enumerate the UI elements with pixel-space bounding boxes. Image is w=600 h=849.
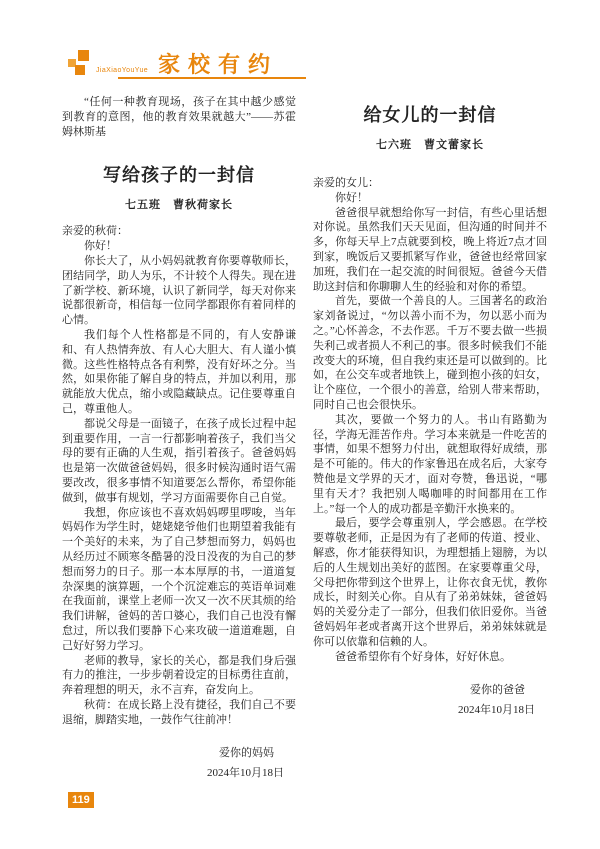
- salutation: 亲爱的女儿：: [313, 177, 379, 189]
- logo-square-icon: [75, 65, 85, 75]
- logo-squares-icon: [66, 50, 92, 78]
- paragraph: 秋荷：在成长路上没有捷径，我们自己不要退缩，脚踏实地，一鼓作气往前冲！: [62, 698, 296, 726]
- paragraph: 首先，要做一个善良的人。三国著名的政治家刘备说过，“勿以善小而不为，勿以恶小而为之。”心怀善念，不去作恶。千万不要去做一些损失利己或者损人不利己的事。很多时候我们不能改变大的环境，但自我约束还是可以做到的。比如，在公交车或者地铁上，碰到抱小孩的妇女，让个座位，一个很小的善意，给别人带来帮助，同时自己也会很快乐。: [313, 295, 547, 411]
- column-latin-name: JiaXiaoYouYue: [96, 67, 149, 74]
- salutation: 亲爱的秋荷：: [62, 225, 128, 238]
- left-letter-title: 写给孩子的一封信: [103, 165, 255, 186]
- right-letter-column: [313, 95, 547, 789]
- content-columns: [62, 95, 547, 789]
- right-letter-byline: 七六班 曹文蕾家长: [376, 139, 484, 151]
- page-number-badge: 119: [68, 792, 94, 808]
- header-rule-divider: [118, 77, 306, 79]
- right-signature-block: [313, 680, 547, 720]
- signature-date: 2024年10月18日: [207, 767, 284, 780]
- paragraph: 都说父母是一面镜子，在孩子成长过程中起到重要作用，一言一行都影响着孩子，我们当父母的要有正确的人生观，指引着孩子。爸爸妈妈也是第一次做爸爸妈妈，很多时候沟通时语气需要改改，很多事情不知道要怎么帮你，希望你能做到，做事有规划，学习方面需要你自己自觉。: [62, 417, 296, 504]
- right-letter-title: 给女儿的一封信: [363, 105, 497, 125]
- left-letter-column: [62, 95, 296, 789]
- epigraph-quote: “任何一种教育现场，孩子在其中越少感觉到教育的意图，他的教育效果就越大”——苏霍姆林斯基: [62, 96, 296, 138]
- paragraph: 你长大了，从小妈妈就教育你要尊敬师长，团结同学，助人为乐，不计较个人得失。现在进了新学校、新环境，认识了新同学，每天对你来说都很新奇，相信每一位同学都跟你有着同样的心情。: [62, 254, 296, 327]
- paragraph: 其次，要做一个努力的人。书山有路勤为径，学海无涯苦作舟。学习本来就是一件吃苦的事情，如果不想努力付出，就想取得好成绩，那是不可能的。伟大的作家鲁迅在成名后，大家夸赞他是文学界的天才，面对夸赞，鲁迅说，“哪里有天才？我把别人喝咖啡的时间都用在工作上。”每一个人的成功都是辛勤汗水换来的。: [313, 413, 547, 515]
- column-brand-title: 家校有约: [158, 52, 279, 77]
- paragraph: 我想，你应该也不喜欢妈妈啰里啰唆，当年妈妈作为学生时，姥姥姥爷他们也期望着我能有一个美好的未来，为了自己梦想而努力，妈妈也从经历过不顾寒冬酷暑的没日没夜的为自己的梦想而努力的日子。那一本本厚厚的书，一道道复杂深奥的演算题，一个个沉淀难忘的英语单词难在我面前，课堂上老师一次又一次不厌其烦的给我们讲解，爸妈的苦口婆心，我们自己也没有懈怠过，所以我们要静下心来攻破一道道难题，自己好好努力学习。: [62, 506, 296, 652]
- greeting: 你好！: [84, 240, 117, 253]
- left-signature-block: [62, 743, 296, 783]
- paragraph: 爸爸希望你有个好身体，好好休息。: [335, 650, 511, 663]
- left-letter-byline: 七五班 曹秋荷家长: [125, 199, 233, 212]
- signature-name: 爱你的妈妈: [219, 747, 274, 760]
- logo-square-icon: [78, 50, 89, 61]
- masthead: [66, 48, 545, 82]
- paragraph: 最后，要学会尊重别人，学会感恩。在学校要尊敬老师，正是因为有了老师的传道、授业、解惑，你才能获得知识，为理想插上翅膀，为以后的人生规划出美好的蓝图。在家要尊重父母，父母把你带到这个世界上，让你衣食无忧，教你成长，时刻关心你。自从有了弟弟妹妹，爸爸妈妈的关爱分走了一部分，但我们依旧爱你。当爸爸妈妈年老或者离开这个世界后，弟弟妹妹就是你可以依靠和信赖的人。: [313, 517, 547, 648]
- paragraph: 爸爸很早就想给你写一封信，有些心里话想对你说。虽然我们天天见面，但沟通的时间并不多，你每天早上7点就要到校，晚上将近7点才回到家，晚饭后又要抓紧写作业，爸爸也经常回家加班，我们在一起交流的时间很短。爸爸今天借助这封信和你聊聊人生的经验和对你的希望。: [313, 206, 547, 293]
- paragraph: 我们每个人性格都是不同的，有人安静谦和、有人热情奔放、有人心大胆大、有人谨小慎微。这些性格特点各有利弊，没有好坏之分。当然，如果你能了解自身的特点，并加以利用，那就能放大优点，缩小或隐藏缺点。记住要尊重自己，尊重他人。: [62, 328, 296, 415]
- paragraph: 老师的教导，家长的关心，都是我们身后强有力的推注，一步步朝着设定的目标勇往直前，奔着理想的明天，永不言弃，奋发向上。: [62, 654, 296, 697]
- signature-date: 2024年10月18日: [458, 704, 535, 717]
- signature-name: 爱你的爸爸: [470, 684, 525, 697]
- greeting: 你好！: [335, 191, 368, 204]
